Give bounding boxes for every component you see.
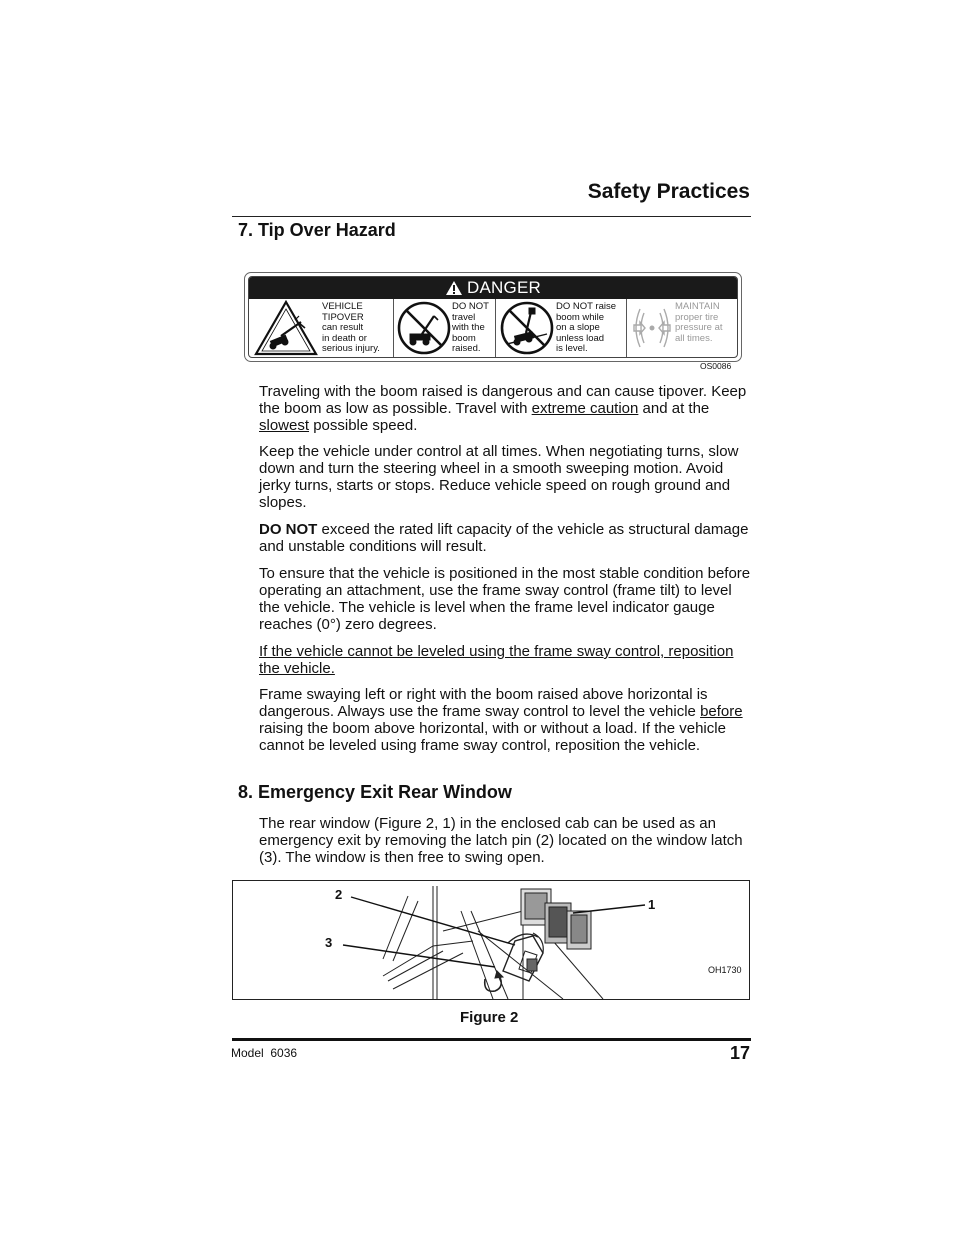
danger-banner-label: DANGER [467, 278, 541, 297]
tip-over-paragraph-4: To ensure that the vehicle is positioned in the most stable condition before operating an attachment, use the frame sway control (frame tilt) to level the vehicle. The vehicle is level when the frame level indicator gauge reaches (0°) zero degrees. [259, 565, 751, 633]
decal-panel-tire-pressure-text: MAINTAIN proper tire pressure at all times. [675, 301, 723, 344]
footer-rule [232, 1038, 751, 1041]
emergency-paragraph-1: The rear window (Figure 2, 1) in the enclosed cab can be used as an emergency exit by removing the latch pin (2) located on the window latch (3). The window is then free to swing open. [259, 815, 743, 866]
p1-text-b: and at the [638, 400, 710, 417]
decal-panel-tire-pressure [627, 299, 737, 357]
tip-over-paragraph-3 [259, 521, 751, 555]
emergency-exit-heading: 8. Emergency Exit Rear Window [238, 782, 512, 802]
no-raise-slope-pictogram-icon [499, 300, 555, 356]
decal-panel-tipover [249, 299, 394, 357]
tip-over-paragraph-1 [259, 383, 751, 434]
tipover-pictogram-icon [253, 300, 319, 356]
footer-model: Model 6036 [231, 1046, 298, 1060]
no-travel-pictogram-icon [396, 300, 452, 356]
tip-over-heading: 7. Tip Over Hazard [238, 220, 396, 240]
p6-text-b: raising the boom above horizontal, with or without a load. If the vehicle cannot be leveled using frame sway control, reposition the vehicle. [259, 720, 726, 754]
decal-panel-no-raise-slope [496, 299, 627, 357]
p5-underlined-text: If the vehicle cannot be leveled using the frame sway control, reposition the vehicle. [259, 643, 734, 677]
rear-window-latch-illustration [233, 881, 750, 1000]
figure-code: OH1730 [708, 965, 742, 975]
tip-over-paragraph-5 [259, 643, 751, 677]
decal-code: OS0086 [700, 361, 732, 371]
page-number: 17 [729, 1043, 750, 1063]
header-rule [232, 216, 751, 217]
figure-2 [232, 880, 750, 1000]
decal-panel-no-travel-text: DO NOT travel with the boom raised. [452, 301, 489, 355]
p3-text: exceed the rated lift capacity of the vehicle as structural damage and unstable conditions will result. [259, 521, 749, 555]
decal-panel-no-raise-slope-text: DO NOT raise boom while on a slope unless load is level. [556, 301, 617, 355]
decal-panel-tipover-text: VEHICLE TIPOVER can result in death or serious injury. [322, 301, 380, 355]
tire-pressure-pictogram-icon [630, 303, 674, 353]
danger-banner [249, 277, 737, 299]
danger-decal [248, 276, 738, 358]
p1-underline-extreme-caution: extreme caution [531, 400, 639, 417]
warning-triangle-icon [445, 280, 463, 296]
p6-text-a: Frame swaying left or right with the boom raised above horizontal is dangerous. Always use the frame sway control to level the vehicle [259, 686, 708, 720]
callout-1: 1 [648, 897, 656, 912]
p3-bold-do-not: DO NOT [259, 521, 318, 538]
callout-3: 3 [325, 935, 333, 950]
decal-panel-no-travel [394, 299, 496, 357]
p1-text-c: possible speed. [309, 417, 418, 434]
section-title: Safety Practices [587, 180, 750, 203]
tip-over-paragraph-2: Keep the vehicle under control at all times. When negotiating turns, slow down and turn the steering wheel in a smooth sweeping motion. Avoid jerky turns, starts or stops. Reduce vehicle speed on rough ground and slopes. [259, 443, 739, 511]
p6-underline-before: before [700, 703, 743, 720]
callout-2: 2 [335, 887, 343, 902]
tip-over-paragraph-6 [259, 686, 751, 754]
p1-text-a: Traveling with the boom raised is dangerous and can cause tipover. Keep the boom as low as possible. Travel with [259, 383, 747, 417]
p1-underline-slowest: slowest [259, 417, 310, 434]
figure-caption: Figure 2 [460, 1009, 519, 1026]
